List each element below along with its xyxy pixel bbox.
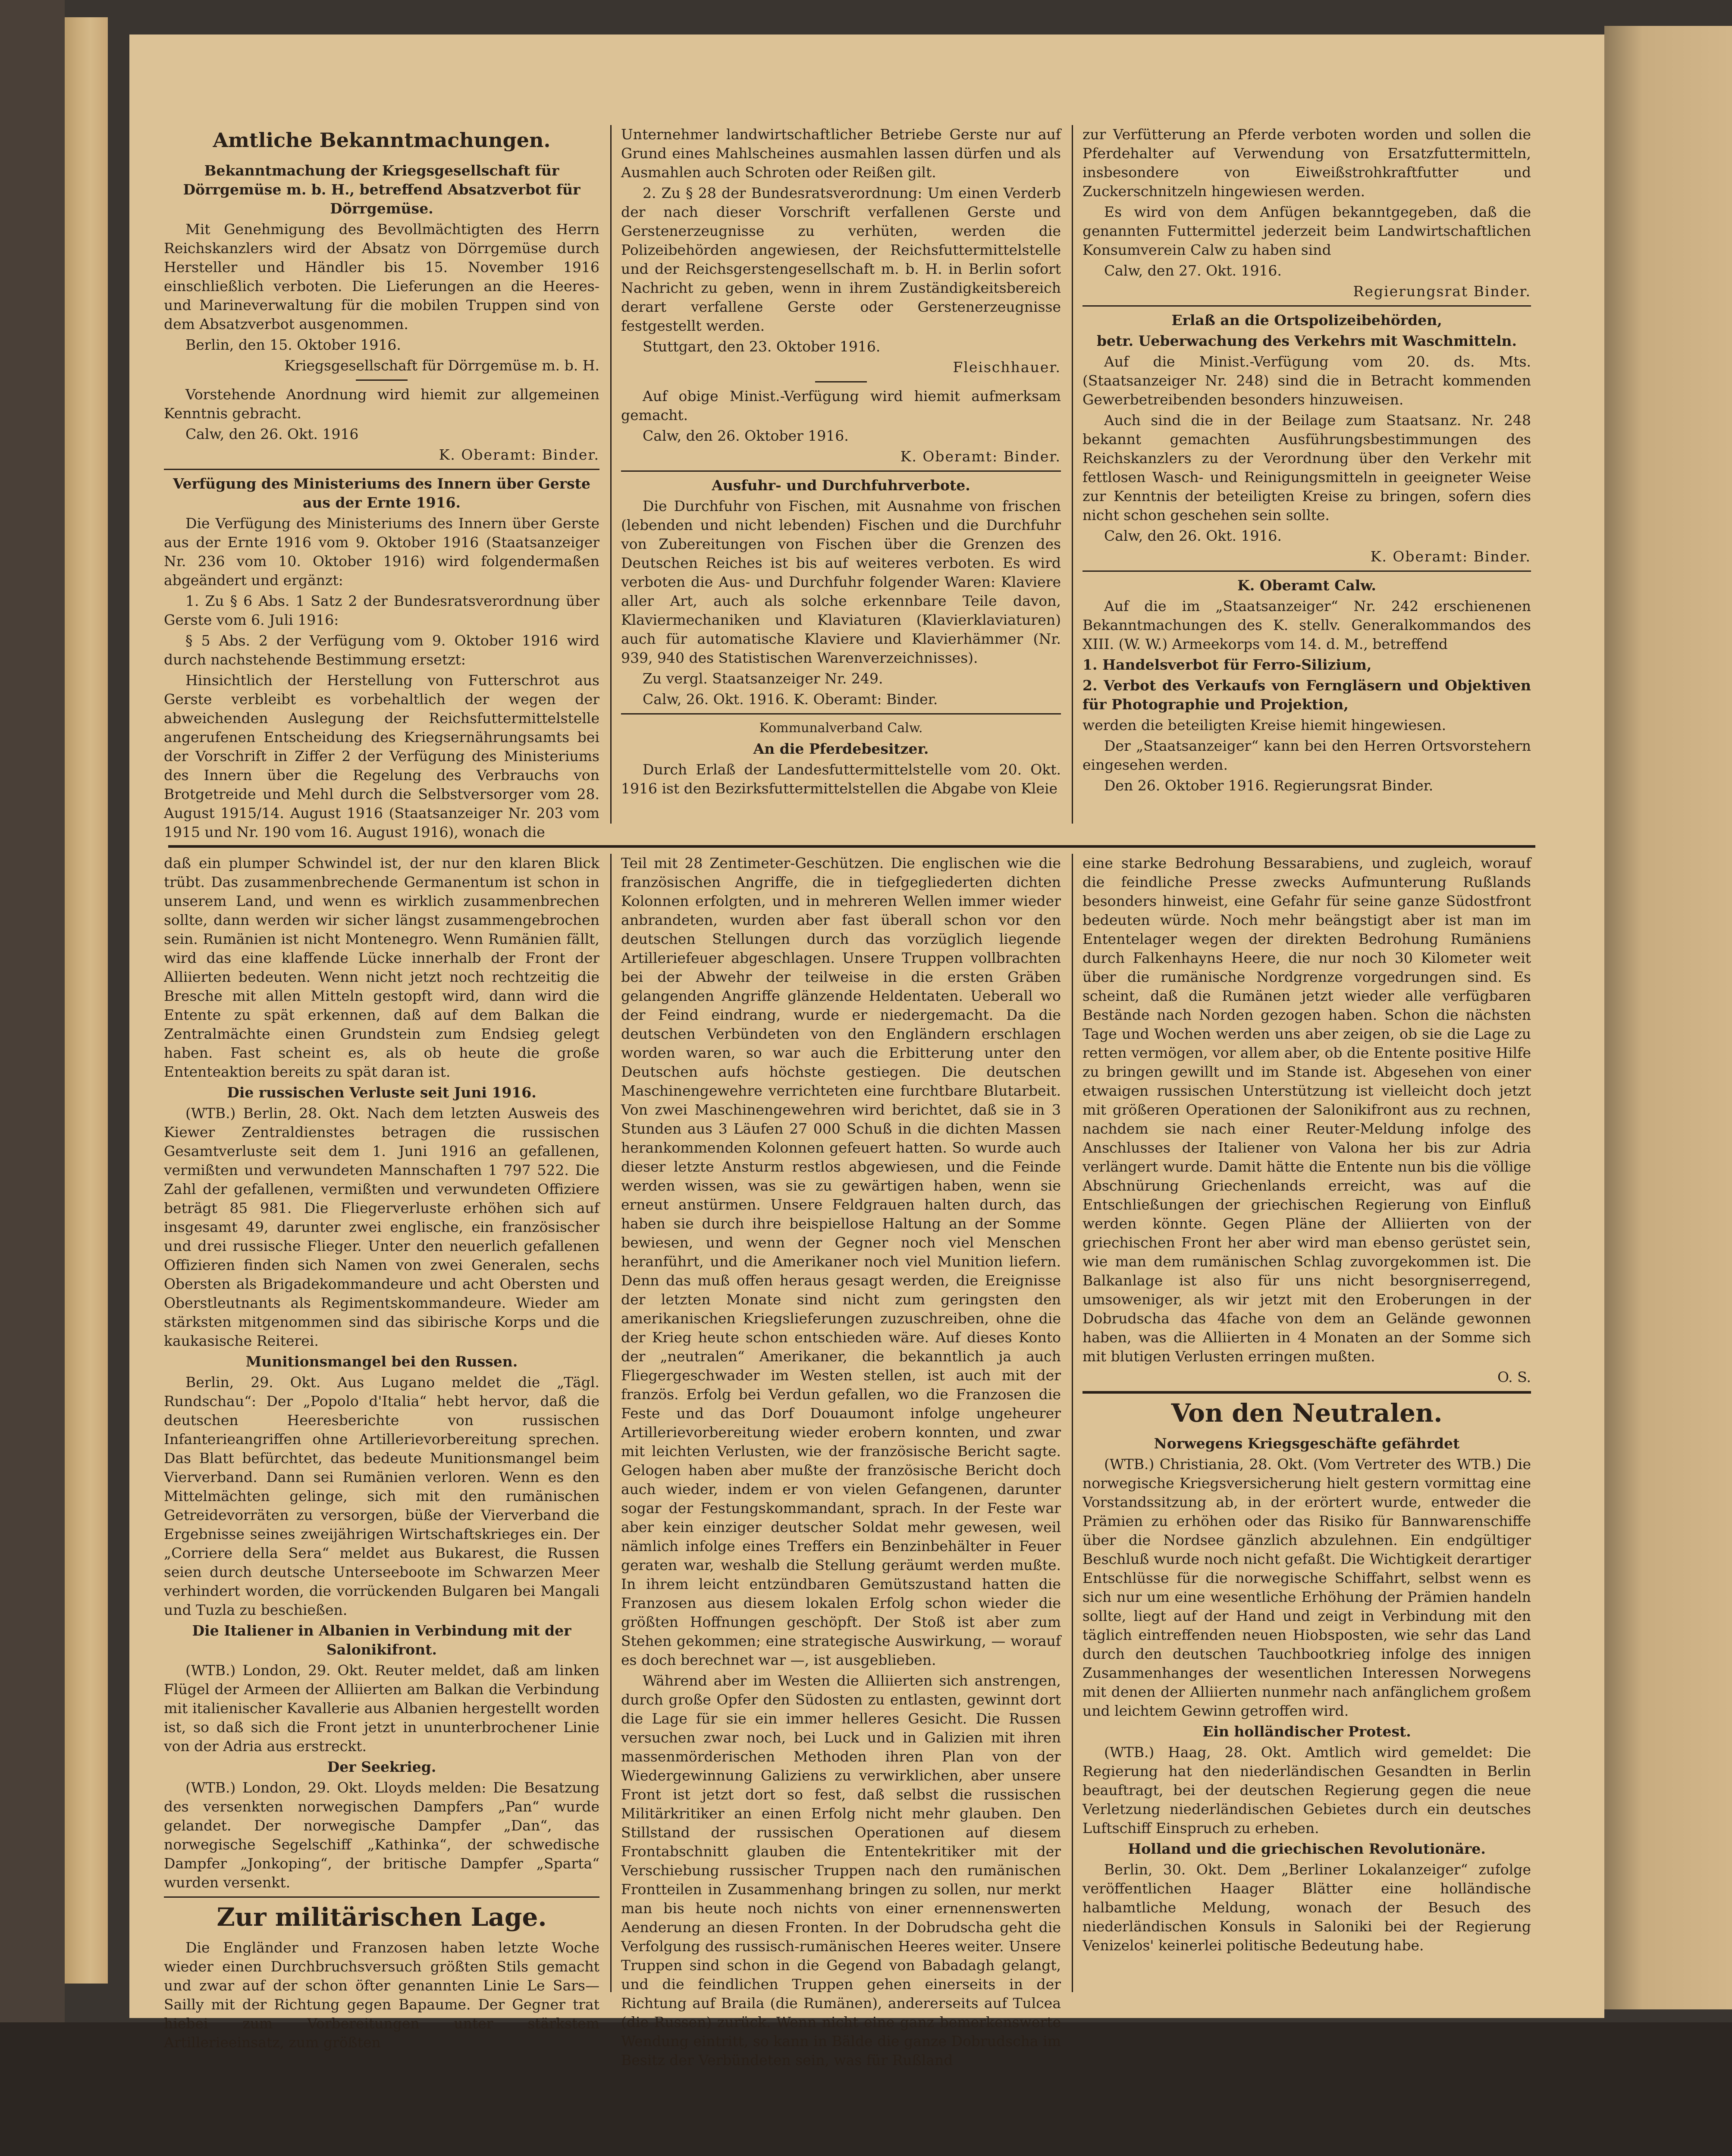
article-body: Berlin, 29. Okt. Aus Lugano meldet die „Tägl. Rundschau“: Der „Popolo d'Italia“ hebt hervor, daß die deutschen Heeresberichte von russischen Infanterieangriffen ohne Artillerievorbereitung sprechen. Das Blatt befürchtet, das bedeute Munitionsmangel beim Vierverband. Dann sei Rumänien verloren. Wenn es den Mittelmächten gelinge, sich mit den rumänischen Getreidevorräten zu versorgen, büße der Vierverband die Ergebnisse seines zweijährigen Wirtschaftskrieges ein. Der „Corriere della Sera“ meldet aus Bukarest, die Russen seien durch deutsche Unterseeboote im Schwarzen Meer verhindert worden, die vorrückenden Bulgaren bei Mangali und Tuzla zu beschießen. (164, 1374, 599, 1618)
divider (164, 1896, 599, 1898)
page-stack-edge (65, 17, 108, 1984)
background-left (0, 0, 65, 2156)
decree-paragraph: Auf die Minist.-Verfügung vom 20. ds. Mts. (Staatsanzeiger Nr. 248) sind die in Betracht kommenden Gewerbetreibenden besonders hinzuweisen. (1082, 353, 1531, 408)
notice-heading: Bekanntmachung der Kriegsgesellschaft für Dörrgemüse m. b. H., betreffend Absatzverbot für Dörrgemüse. (183, 162, 580, 217)
section-title: Amtliche Bekanntmachungen. (213, 128, 551, 152)
section-rule (168, 845, 1535, 848)
ordinance-signature: Fleischhauer. (953, 359, 1061, 376)
decree-oberamt: K. Oberamt: Binder. (1370, 548, 1531, 565)
ordinance-date: Stuttgart, den 23. Oktober 1916. (643, 338, 881, 355)
export-ban-body: Die Durchfuhr von Fischen, mit Ausnahme von frischen (lebenden und nicht lebenden) Fischen und die Durchfuhr von Zubereitungen von Fischen über die Grenzen des Deutschen Reiches ist bis auf weiteres verboten. Es wird verboten die Aus- und Durchfuhr folgender Waren: Klaviere aller Art, auch als solche erkennbare Teile davon, Klaviermechaniken und Klaviaturen (Klavierklaviaturen) auch für automatische Klaviere und Klavierhämmer (Nr. 939, 940 des Statistischen Warenverzeichnisses). (621, 498, 1061, 666)
author-initials: O. S. (1497, 1369, 1531, 1385)
oberamt-heading: K. Oberamt Calw. (1237, 577, 1376, 594)
ordinance-paragraph: Hinsichtlich der Herstellung von Futterschrot aus Gerste verbleibt es vorbehaltlich der wegen der abweichenden Auslegung der Reichsfuttermittelstelle angerufenen Entscheidung des Kriegsernährungsamts bei der Vorschrift in Ziffer 2 der Verfügung des Ministeriums des Innern über die Regelung des Verbrauchs von Brotgetreide und Mehl durch die Selbstversorger vom 28. August 1915/14. August 1916 (Staatsanzeiger Nr. 203 vom 1915 und Nr. 190 vom 16. August 1916), wonach die (164, 672, 599, 840)
oberamt-paragraph: Der „Staatsanzeiger“ kann bei den Herren Ortsvorstehern eingesehen werden. (1082, 737, 1531, 773)
article-heading: Norwegens Kriegsgeschäfte gefährdet (1154, 1435, 1460, 1452)
notice-body: Mit Genehmigung des Bevollmächtigten des Herrn Reichskanzlers wird der Absatz von Dörrgemüse durch Hersteller und Händler bis 15. November 1916 einschließlich verboten. Die Lieferungen an die Heeres- und Marineverwaltung für die mobilen Truppen sind von dem Absatzverbot ausgenommen. (164, 221, 599, 332)
article-body: Die Engländer und Franzosen haben letzte Woche wieder einen Durchbruchsversuch größten Stils gemacht und zwar auf der schon öfter genannten Linie Le Sars—Sailly mit der Richtung gegen Bapaume. Der Gegner trat hiebei zum Vorbereitungen unter stärkstem Artillerieeinsatz, zum größten (164, 1939, 599, 2051)
ordinance-paragraph: Die Verfügung des Ministeriums des Innern über Gerste aus der Ernte 1916 vom 9. Oktober 1916 (Staatsanzeiger Nr. 236 vom 10. Oktober 1916) wird folgendermaßen abgeändert und ergänzt: (164, 515, 599, 589)
article-body: (WTB.) Berlin, 28. Okt. Nach dem letzten Ausweis des Kiewer Zentraldienstes betragen die russischen Gesamtverluste seit dem 1. Juni 1916 an gefallenen, vermißten und verwundeten Mannschaften 1 797 522. Die Zahl der gefallenen, vermißten und verwundeten Offiziere beträgt 85 981. Die Fliegerverluste erhöhen sich auf insgesamt 49, darunter zwei englische, ein französischer und drei russische Flieger. Unter den neuerlich gefallenen Offizieren finden sich Namen von zwei Generalen, sechs Obersten als Brigadekommandeure und acht Obersten und Oberstleutnants als Regimentskommandeure. Wieder am stärksten mitgenommen sind das sibirische Korps und die kaukasische Reiterei. (164, 1105, 599, 1349)
article-body: (WTB.) Haag, 28. Okt. Amtlich wird gemeldet: Die Regierung hat den niederländischen Gesandten in Berlin beauftragt, bei der deutschen Regierung gegen die neue Verletzung niederländischen Gebietes durch ein deutsches Luftschiff Einspruch zu erheben. (1082, 1744, 1531, 1836)
association-subheading: An die Pferdebesitzer. (753, 740, 929, 757)
ordinance-note: Auf obige Minist.-Verfügung wird hiemit aufmerksam gemacht. (621, 388, 1061, 423)
feed-ban-signature: Regierungsrat Binder. (1353, 283, 1531, 300)
ordinance-paragraph: 1. Zu § 6 Abs. 1 Satz 2 der Bundesratsverordnung über Gerste vom 6. Juli 1916: (164, 592, 599, 628)
article-heading: Holland und die griechischen Revolutionäre. (1128, 1840, 1486, 1857)
military-situation-title: Zur militärischen Lage. (216, 1902, 547, 1932)
export-ban-calw: Calw, 26. Okt. 1916. K. Oberamt: Binder. (643, 691, 938, 708)
article-continued: Teil mit 28 Zentimeter-Geschützen. Die englischen wie die französischen Angriffe, die in tiefgegliederten dichten Kolonnen erfolgten, und in mehreren Wellen immer wieder anbrandeten, wurden aber fast überall schon vor den deutschen Stellungen durch das vorzüglich liegende Artilleriefeuer abgeschlagen. Unsere Truppen vollbrachten bei der Abwehr der teilweise in die ersten Gräben gelangenden Angriffe glänzende Heldentaten. Ueberall wo der Feind eindrang, wurde er niedergemacht. Da die deutschen Verbündeten von den Engländern erschlagen worden waren, so war auch die Erbitterung unter den Deutschen aufs höchste gestiegen. Die deutschen Maschinengewehre verrichteten eine furchtbare Blutarbeit. Von zwei Maschinengewehren wird berichtet, daß sie in 3 Stunden aus 3 Läufen 27 000 Schuß in die dichten Massen herankommenden Kolonnen gefeuert hatten. So wurde auch dieser letzte Ansturm restlos abgewiesen, und die Feinde werden wissen, was sie zu gewärtigen haben, wenn sie erneut anstürmen. Unsere Feldgrauen halten durch, das haben sie durch ihre beispiellose Haltung an der Somme bewiesen, und wenn der Gegner noch viel Menschen heranführt, und die Amerikaner noch viel Munition liefern. Denn das muß offen heraus gesagt werden, die Ereignisse der letzten Monate sind nicht zum geringsten den amerikanischen Kriegslieferungen zuzuschreiben, ohne die der Krieg heute schon entschieden wäre. Auf dieses Konto der „neutralen“ Amerikaner, die bekanntlich ja auch Fliegergeschwader im Westen stellen, ist auch mit der französ. Erfolg bei Verdun gefallen, wo die Franzosen die Feste und das Dorf Douaumont infolge ungeheurer Artillerievorbereitung wieder erobern konnten, und zwar mit leichten Verlusten, wie der französische Bericht sagte. Gelogen haben aber mußte der französische Bericht doch auch wieder, indem er von vielen Gefangenen, darunter sogar der Festungskommandant, sprach. In der Feste war aber kein einziger deutscher Soldat mehr gewesen, weil nämlich infolge eines Treffers ein Benzinbehälter in Feuer geraten war, weshalb die Stellung geräumt werden mußte. In ihrem leicht entzündbaren Gemütszustand hatten die Franzosen aus diesem lokalen Erfolg schon wieder die größten Hoffnungen geschöpft. Der Stoß ist aber zum Stehen gekommen; eine strategische Auswirkung, — worauf es doch berechnet war —, ist ausgeblieben. (621, 855, 1061, 1668)
top-column-1 (164, 121, 599, 843)
divider (815, 381, 867, 382)
notice-date: Berlin, den 15. Oktober 1916. (185, 336, 401, 353)
ordinance-paragraph: § 5 Abs. 2 der Verfügung vom 9. Oktober 1916 wird durch nachstehende Bestimmung ersetzt: (164, 632, 599, 668)
divider (356, 379, 408, 381)
feed-ban-paragraph: Es wird von dem Anfügen bekanntgegeben, daß die genannten Futtermittel jederzeit beim Landwirtschaftlichen Konsumverein Calw zu haben sind (1082, 204, 1531, 258)
article-heading: Munitionsmangel bei den Russen. (245, 1353, 518, 1370)
ordinance-continued: Unternehmer landwirtschaftlicher Betriebe Gerste nur auf Grund eines Mahlscheines ausmahlen lassen dürfen und als Ausmahlen auch Schroten oder Reißen gilt. (621, 126, 1061, 181)
oberamt-date: Den 26. Oktober 1916. Regierungsrat Binder. (1104, 777, 1434, 794)
article-heading: Der Seekrieg. (327, 1758, 436, 1775)
export-ban-ref: Zu vergl. Staatsanzeiger Nr. 249. (643, 670, 883, 687)
facing-page-edge (1604, 26, 1732, 2009)
oberamt-list-item: 2. Verbot des Verkaufs von Ferngläsern und Objektiven für Photographie und Projektion, (1082, 677, 1531, 713)
column-rule (610, 854, 612, 1992)
divider (1082, 1391, 1531, 1394)
association-heading: Kommunalverband Calw. (759, 721, 923, 736)
decree-subheading: betr. Ueberwachung des Verkehrs mit Waschmitteln. (1096, 332, 1517, 349)
divider (1082, 570, 1531, 572)
bottom-column-1 (164, 854, 599, 2054)
oberamt-paragraph: Auf die im „Staatsanzeiger“ Nr. 242 erschienenen Bekanntmachungen des K. stellv. Generalkommandos des XIII. (W. W.) Armeekorps vom 14. d. M., betreffend (1082, 598, 1531, 652)
article-body: Berlin, 30. Okt. Dem „Berliner Lokalanzeiger“ zufolge veröffentlichen Haager Blätter eine holländische halbamtliche Meldung, wonach der Besuch des niederländischen Konsuls in Saloniki bei der Regierung Venizelos' keinerlei politische Bedeutung habe. (1082, 1861, 1531, 1954)
oberamt-list-item: 1. Handelsverbot für Ferro-Silizium, (1082, 656, 1372, 673)
divider (621, 470, 1061, 472)
article-continued: daß ein plumper Schwindel ist, der nur den klaren Blick trübt. Das zusammenbrechende Germanentum ist schon in unserem Land, und wenn es wirklich zusammenbrechen sollte, dann werden wir sicher längst zusammengebrochen sein. Rumänien ist nicht Montenegro. Wenn Rumänien fällt, wird das eine klaffende Lücke innerhalb der Front der Alliierten bedeuten. Wenn nicht jetzt noch rechtzeitig die Bresche mit allen Mitteln gestopft wird, dann wird die Entente zu spät erkennen, daß auf dem Balkan die Zentralmächte einen Grundstein zum Endsieg gelegt haben. Fast scheint es, als ob heute die große Ententeaktion bereits zu spät daran ist. (164, 855, 599, 1080)
article-heading: Die russischen Verluste seit Juni 1916. (227, 1084, 537, 1101)
divider (1082, 305, 1531, 307)
notice-signature: Kriegsgesellschaft für Dörrgemüse m. b. H. (284, 357, 599, 374)
column-rule (1072, 125, 1073, 824)
export-ban-heading: Ausfuhr- und Durchfuhrverbote. (712, 477, 970, 494)
article-heading: Ein holländischer Protest. (1202, 1723, 1411, 1740)
notice-calw: Calw, den 26. Okt. 1916 (185, 426, 359, 442)
article-continued: eine starke Bedrohung Bessarabiens, und zugleich, worauf die feindliche Presse zwecks Aufmunterung Rußlands besonders hinweist, eine Gefahr für seine ganze Südostfront bedeuten würde. Noch mehr beängstigt aber ist man im Ententelager wegen der direkten Bedrohung Rumäniens durch Falkenhayns Heere, die nur noch 30 Kilometer weit über die rumänische Nordgrenze vorgedrungen sind. Es scheint, daß die Rumänen jetzt wieder alle verfügbaren Bestände nach Norden gezogen haben. Schon die nächsten Tage und Wochen werden uns aber zeigen, ob sie die Lage zu retten vermögen, vor allem aber, ob die Entente positive Hilfe zu bringen gewillt und im Stande ist. Abgesehen von einer etwaigen russischen Unterstützung ist vielleicht doch jetzt mit größeren Operationen der Salonikifront aus zu rechnen, nachdem sie nach einer Reuter-Meldung infolge des Anschlusses der Italiener von Valona her bis zur Adria verlängert wurde. Damit hätte die Entente nun bis die völlige Abschnürung Griechenlands erreicht, was auf die Entschließungen der griechischen Regierung von Einfluß werden könnte. Gegen Pläne der Alliierten von der griechischen Front her aber wird man ebenso gerüstet sein, wie man dem rumänischen Schlag zuvorgekommen ist. Die Balkanlage ist also für uns nicht besorgniserregend, umsoweniger, als wir jetzt mit den Eroberungen in der Dobrudscha das 4fache von dem an Gelände gewonnen haben, was die Alliierten in 4 Monaten an der Somme sich mit blutigen Verlusten erringen mußten. (1082, 855, 1531, 1365)
column-rule (610, 125, 612, 824)
article-body: (WTB.) London, 29. Okt. Reuter meldet, daß am linken Flügel der Armeen der Alliierten am Balkan die Verbindung mit italienischer Kavallerie aus Albanien hergestellt worden ist, so daß sich die Front jetzt in ununterbrochener Linie von der Adria aus erstreckt. (164, 1662, 599, 1755)
decree-heading: Erlaß an die Ortspolizeibehörden, (1171, 312, 1442, 329)
top-column-3 (1082, 125, 1531, 797)
top-column-2 (621, 125, 1061, 800)
article-heading: Die Italiener in Albanien in Verbindung mit der Salonikifront. (192, 1622, 571, 1658)
bottom-column-3 (1082, 854, 1531, 1957)
column-rule (1072, 854, 1073, 1992)
decree-calw: Calw, den 26. Okt. 1916. (1104, 527, 1282, 544)
feed-ban-continued: zur Verfütterung an Pferde verboten worden und sollen die Pferdehalter auf Verwendung von Ersatzfuttermitteln, insbesondere von Eiweißstrohkraftfutter und Zuckerschnitzeln hingewiesen werden. (1082, 126, 1531, 200)
ordinance-calw: Calw, den 26. Oktober 1916. (643, 427, 849, 444)
neutrals-title: Von den Neutralen. (1171, 1398, 1443, 1428)
divider (164, 469, 599, 470)
ordinance-oberamt: K. Oberamt: Binder. (900, 448, 1061, 465)
notice-oberamt: K. Oberamt: Binder. (439, 446, 599, 463)
decree-paragraph: Auch sind die in der Beilage zum Staatsanz. Nr. 248 bekannt gemachten Ausführungsbestimmungen des Reichskanzlers zu der Verordnung über den Verkehr mit fettlosen Wasch- und Reinigungsmitteln in geeigneter Weise zur Kenntnis der beteiligten Kreise zu bringen, sofern dies nicht schon geschehen sein sollte. (1082, 412, 1531, 523)
article-body: Während aber im Westen die Alliierten sich anstrengen, durch große Opfer den Südosten zu entlasten, gewinnt dort die Lage für sie ein immer helleres Gesicht. Die Russen versuchen zwar noch, bei Luck und in Galizien mit ihren massenmörderischen Methoden ihren Plan von der Wiedergewinnung Galiziens zu verwirklichen, aber unsere Front ist jetzt dort so fest, daß selbst die russischen Militärkritiker an einen Erfolg nicht mehr glauben. Den Stillstand der russischen Operationen auf diesem Frontabschnitt glauben die Ententekritiker mit der Verschiebung russischer Truppen nach den rumänischen Frontteilen in Zusammenhang bringen zu sollen, nur merkt man bis heute noch nichts von einer ernennenswerten Aenderung an diesen Fronten. In der Dobrudscha geht die Verfolgung des russisch-rumänischen Heeres weiter. Unsere Truppen sind schon in die Gegend von Babadagh gelangt, und die feindlichen Truppen gehen einerseits in der Richtung auf Braila (die Rumänen), andererseits auf Tulcea (die Russen) zurück. Wenn nicht eine ganz bemerkenswerte Wendung eintritt, so kann in Bälde die ganze Dobrudscha im Besitz der Verbündeten sein, was für Rußland (621, 1672, 1061, 2068)
newspaper-page (129, 34, 1604, 2068)
notice-note: Vorstehende Anordnung wird hiemit zur allgemeinen Kenntnis gebracht. (164, 386, 599, 422)
feed-ban-calw: Calw, den 27. Okt. 1916. (1104, 262, 1282, 279)
article-body: (WTB.) London, 29. Okt. Lloyds melden: Die Besatzung des versenkten norwegischen Dampfers „Pan“ wurde gelandet. Der norwegische Dampfer „Dan“, das norwegische Segelschiff „Kathinka“, der schwedische Dampfer „Jonkoping“, der britische Dampfer „Sparta“ wurden versenkt. (164, 1779, 599, 1891)
ordinance-heading: Verfügung des Ministeriums des Innern über Gerste aus der Ernte 1916. (173, 475, 590, 511)
divider (621, 713, 1061, 714)
association-body: Durch Erlaß der Landesfuttermittelstelle vom 20. Okt. 1916 ist den Bezirksfuttermittelstellen die Abgabe von Kleie (621, 761, 1061, 797)
article-body: (WTB.) Christiania, 28. Okt. (Vom Vertreter des WTB.) Die norwegische Kriegsversicherung hielt gestern vormittag eine Vorstandssitzung ab, in der erörtert wurde, entweder die Prämien zu erhöhen oder das Risiko für Bannwarenschiffe über die Nordsee gänzlich abzulehnen. Ein endgültiger Beschluß wurde noch nicht gefaßt. Die Wichtigkeit derartiger Entschlüsse für die norwegische Schiffahrt, selbst wenn es sich nur um eine wesentliche Erhöhung der Prämien handeln sollte, liegt auf der Hand und zeigt in Verbindung mit den täglich eintreffenden neuen Hiobsposten, wie sehr das Land durch den deutschen Tauchbootkrieg infolge des innigen Zusammenhanges der wesentlichen Interessen Norwegens mit denen der Alliierten nunmehr nach anfänglichem großem und leichtem Gewinn getroffen wird. (1082, 1456, 1531, 1719)
oberamt-paragraph: werden die beteiligten Kreise hiemit hingewiesen. (1082, 717, 1446, 733)
bottom-column-2 (621, 854, 1061, 2071)
ordinance-paragraph: 2. Zu § 28 der Bundesratsverordnung: Um einen Verderb der nach dieser Vorschrift verfallenen Gerste und Gerstenerzeugnisse zu verhüten, werden die Polizeibehörden angewiesen, der Reichsfuttermittelstelle und der Reichsgerstengesellschaft m. b. H. in Berlin sofort Nachricht zu geben, wenn in ihrem Zuständigkeitsbereich derart verfallene Gerste oder Gerstenerzeugnisse festgestellt werden. (621, 185, 1061, 334)
